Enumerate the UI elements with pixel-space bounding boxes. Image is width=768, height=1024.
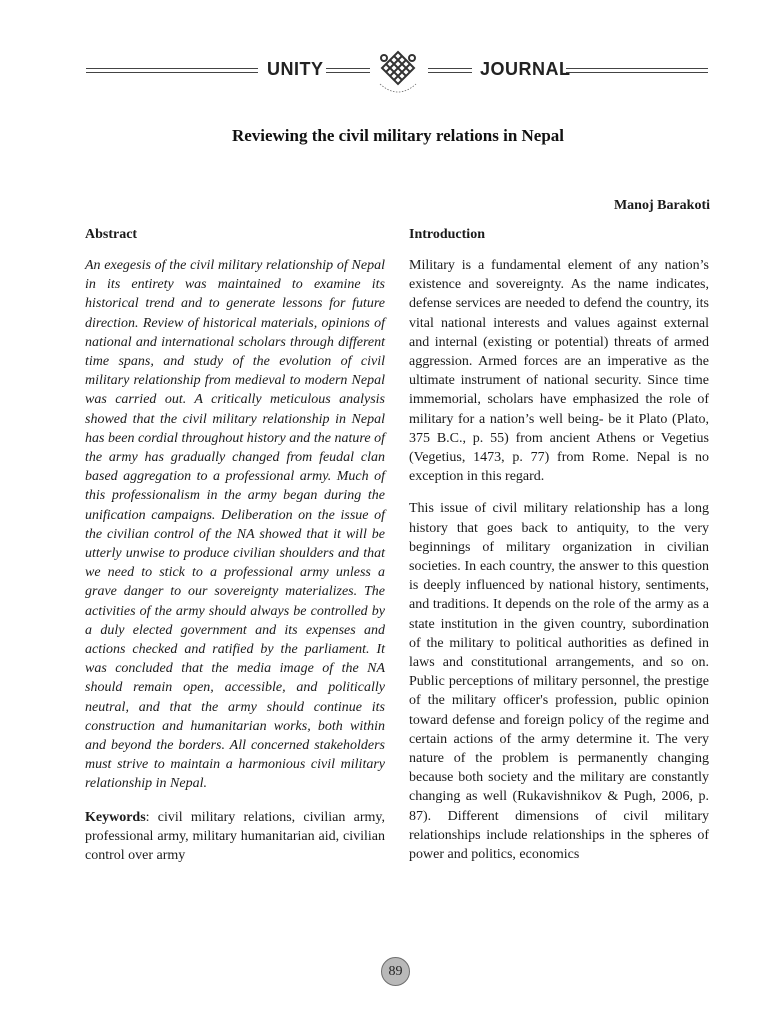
header-rule-left-top [86,68,258,69]
abstract-heading: Abstract [85,227,138,242]
header-rule-mid-right-top [428,68,472,69]
header-rule-left-bottom [86,72,258,73]
abstract-text: An exegesis of the civil military relationship of Nepal in its entirety was maintained to examine its historical trend and to generate lessons for future direction. Review of historical materials, opinions of national and international scholars through different time spans, and study of the evolution of civil military relationship from medieval to modern Nepal was carried out. A critically meticulous analysis showed that the civil military relationship in Nepal has been cordial throughout history and the nature of the army has gradually changed from feudal clan based aggregation to a professional army. Much of this professionalism in the army began during the unification campaigns. Deliberation on the issue of the civilian control of the NA showed that it will be utterly unwise to produce civilian shoulders and that we need to stick to a professional army unless a grave danger to our sovereignty materializes. The activities of the army should always be controlled by a duly elected government and its expenses and actions checked and ratified by the parliament. It was concluded that the media image of the NA should remain open, accessible, and politically neutral, and that the army should continue its construction and humanitarian works, both within and beyond the borders. All concerned stakeholders must strive to maintain a harmonious civil military relationship in Nepal. [85,258,385,792]
introduction-heading: Introduction [409,227,485,242]
header-rule-mid-left-bottom [326,72,370,73]
keywords-text: : civil military relations, civilian army, professional army, military humanitarian aid, civilian control over army [85,809,385,864]
article-author: Manoj Barakoti [613,198,710,213]
right-column [409,226,709,864]
header-rule-mid-right-bottom [428,72,472,73]
left-column [85,226,385,865]
journal-header [0,0,768,110]
header-journal: JOURNAL [480,59,571,79]
header-rule-mid-left-top [326,68,370,69]
page-number-badge: 89 [381,957,410,986]
endless-knot-icon [370,44,426,100]
paragraph-spacer [409,486,709,499]
header-rule-right-bottom [566,72,708,73]
keywords-label: Keywords [85,809,146,825]
article-title: Reviewing the civil military relations in Nepal [231,126,565,145]
keywords-paragraph [85,808,385,866]
introduction-paragraph-1: Military is a fundamental element of any nation’s existence and sovereignty. As the name indicates, defense services are needed to defend the country, its vital national interests and values against external and internal (existing or potential) threats of armed aggression. Armed forces are an imperative as the ultimate instrument of national security. Since time immemorial, scholars have emphasized the role of military for a nation’s well being- be it Plato (Plato, 375 B.C., p. 55) from ancient Athens or Vegetius (Vegetius, 1473, p. 77) from Rome. Nepal is no exception in this regard. [409,258,709,485]
introduction-paragraph-2: This issue of civil military relationship has a long history that goes back to antiquity, to the very beginnings of military organization in civilian societies. In each country, the answer to this question is deeply influenced by national history, sentiments, and traditions. It depends on the role of the army as a state institution in the given country, subordination of the military to political authorities as defined in laws and constitutional arrangements, and so on. Public perceptions of military personnel, the prestige of the military officer's profession, public opinion toward defense and foreign policy of the regime and certain actions of the army determine it. The very nature of the problem is permanently changing because both society and the military are constantly changing as well (Rukavishnikov & Pugh, 2006, p. 87). Different dimensions of civil military relationships include relationships in the spheres of power and politics, economics [409,501,709,863]
header-rule-right-top [566,68,708,69]
header-unity: UNITY [267,59,324,79]
